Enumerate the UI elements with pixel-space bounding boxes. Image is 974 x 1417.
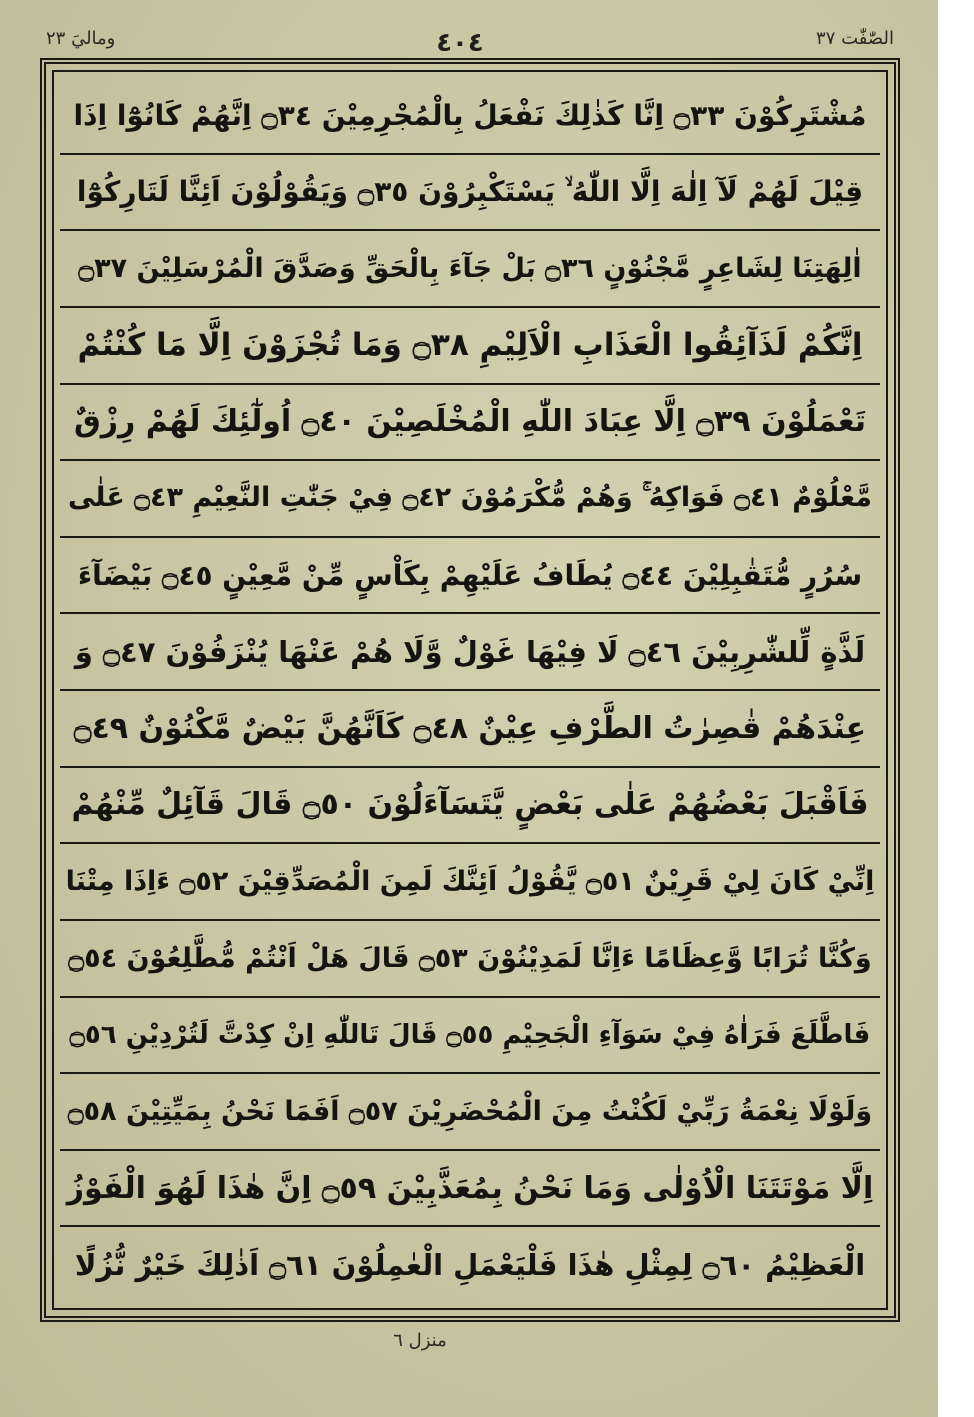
verse-line: سُرُرٍ مُّتَقٰبِلِيْنَ ۝٤٤ يُطَافُ عَلَيْهِمْ بِكَاْسٍ مِّنْ مَّعِيْنٍ ۝٤٥ بَيْضَآءَ xyxy=(60,538,880,615)
manzil-label: منزل ٦ xyxy=(393,1330,447,1351)
text-frame xyxy=(40,58,900,1322)
verse-line: اٰلِهَتِنَا لِشَاعِرٍ مَّجْنُوْنٍ ۝٣٦ بَلْ جَآءَ بِالْحَقِّ وَصَدَّقَ الْمُرْسَلِيْنَ ۝٣٧ xyxy=(60,231,880,308)
verse-line: وَكُنَّا تُرَابًا وَّعِظَامًا ءَاِنَّا لَمَدِيْنُوْنَ ۝٥٣ قَالَ هَلْ اَنْتُمْ مُّطَّلِعُوْنَ ۝٥٤ xyxy=(60,921,880,998)
verse-line: لَذَّةٍ لِّلشّٰرِبِيْنَ ۝٤٦ لَا فِيْهَا غَوْلٌ وَّلَا هُمْ عَنْهَا يُنْزَفُوْنَ ۝٤٧ وَ xyxy=(60,614,880,691)
verse-line: وَلَوْلَا نِعْمَةُ رَبِّيْ لَكُنْتُ مِنَ الْمُحْضَرِيْنَ ۝٥٧ اَفَمَا نَحْنُ بِمَيِّتِيْنَ ۝٥٨ xyxy=(60,1074,880,1151)
page-number: ٤٠٤ xyxy=(436,28,484,58)
verse-line: اِنِّيْ كَانَ لِيْ قَرِيْنٌ ۝٥١ يَّقُوْلُ اَئِنَّكَ لَمِنَ الْمُصَدِّقِيْنَ ۝٥٢ ءَاِذَا مِتْنَا xyxy=(60,844,880,921)
juz-label: وماليَ ٢٣ xyxy=(46,28,116,49)
verse-line: مُشْتَرِكُوْنَ ۝٣٣ اِنَّا كَذٰلِكَ نَفْعَلُ بِالْمُجْرِمِيْنَ ۝٣٤ اِنَّهُمْ كَانُوْٓا اِذَا xyxy=(60,78,880,155)
verse-line: تَعْمَلُوْنَ ۝٣٩ اِلَّا عِبَادَ اللّٰهِ الْمُخْلَصِيْنَ ۝٤٠ اُولٰٓئِكَ لَهُمْ رِزْقٌ xyxy=(60,385,880,462)
verse-line: اِلَّا مَوْتَتَنَا الْاُوْلٰى وَمَا نَحْنُ بِمُعَذَّبِيْنَ ۝٥٩ اِنَّ هٰذَا لَهُوَ الْفَوْزُ xyxy=(60,1151,880,1228)
verse-line: فَاَقْبَلَ بَعْضُهُمْ عَلٰى بَعْضٍ يَّتَسَآءَلُوْنَ ۝٥٠ قَالَ قَآئِلٌ مِّنْهُمْ xyxy=(60,768,880,845)
verse-line: مَّعْلُوْمٌ ۝٤١ فَوَاكِهُ ۚ وَهُمْ مُّكْرَمُوْنَ ۝٤٢ فِيْ جَنّٰتِ النَّعِيْمِ ۝٤٣ عَلٰى xyxy=(60,461,880,538)
page-margin xyxy=(938,0,974,1417)
verse-line: فَاطَّلَعَ فَرَاٰهُ فِيْ سَوَآءِ الْجَحِيْمِ ۝٥٥ قَالَ تَاللّٰهِ اِنْ كِدْتَّ لَتُرْدِيْنِ ۝٥٦ xyxy=(60,998,880,1075)
verse-lines xyxy=(60,78,880,1302)
verse-line: الْعَظِيْمُ ۝٦٠ لِمِثْلِ هٰذَا فَلْيَعْمَلِ الْعٰمِلُوْنَ ۝٦١ اَذٰلِكَ خَيْرٌ نُّزُلًا xyxy=(74,1247,866,1282)
verse-line: عِنْدَهُمْ قٰصِرٰتُ الطَّرْفِ عِيْنٌ ۝٤٨ كَاَنَّهُنَّ بَيْضٌ مَّكْنُوْنٌ ۝٤٩ xyxy=(60,691,880,768)
page-header xyxy=(40,28,900,58)
verse-line: اِنَّكُمْ لَذَآئِقُوا الْعَذَابِ الْاَلِيْمِ ۝٣٨ وَمَا تُجْزَوْنَ اِلَّا مَا كُنْتُمْ xyxy=(60,308,880,385)
verse-line: قِيْلَ لَهُمْ لَآ اِلٰهَ اِلَّا اللّٰهُ ۙ يَسْتَكْبِرُوْنَ ۝٣٥ وَيَقُوْلُوْنَ اَئِنَّا لَتَارِكُوْٓا xyxy=(60,155,880,232)
surah-label: الصّٰفّٰت ٣٧ xyxy=(816,28,894,49)
